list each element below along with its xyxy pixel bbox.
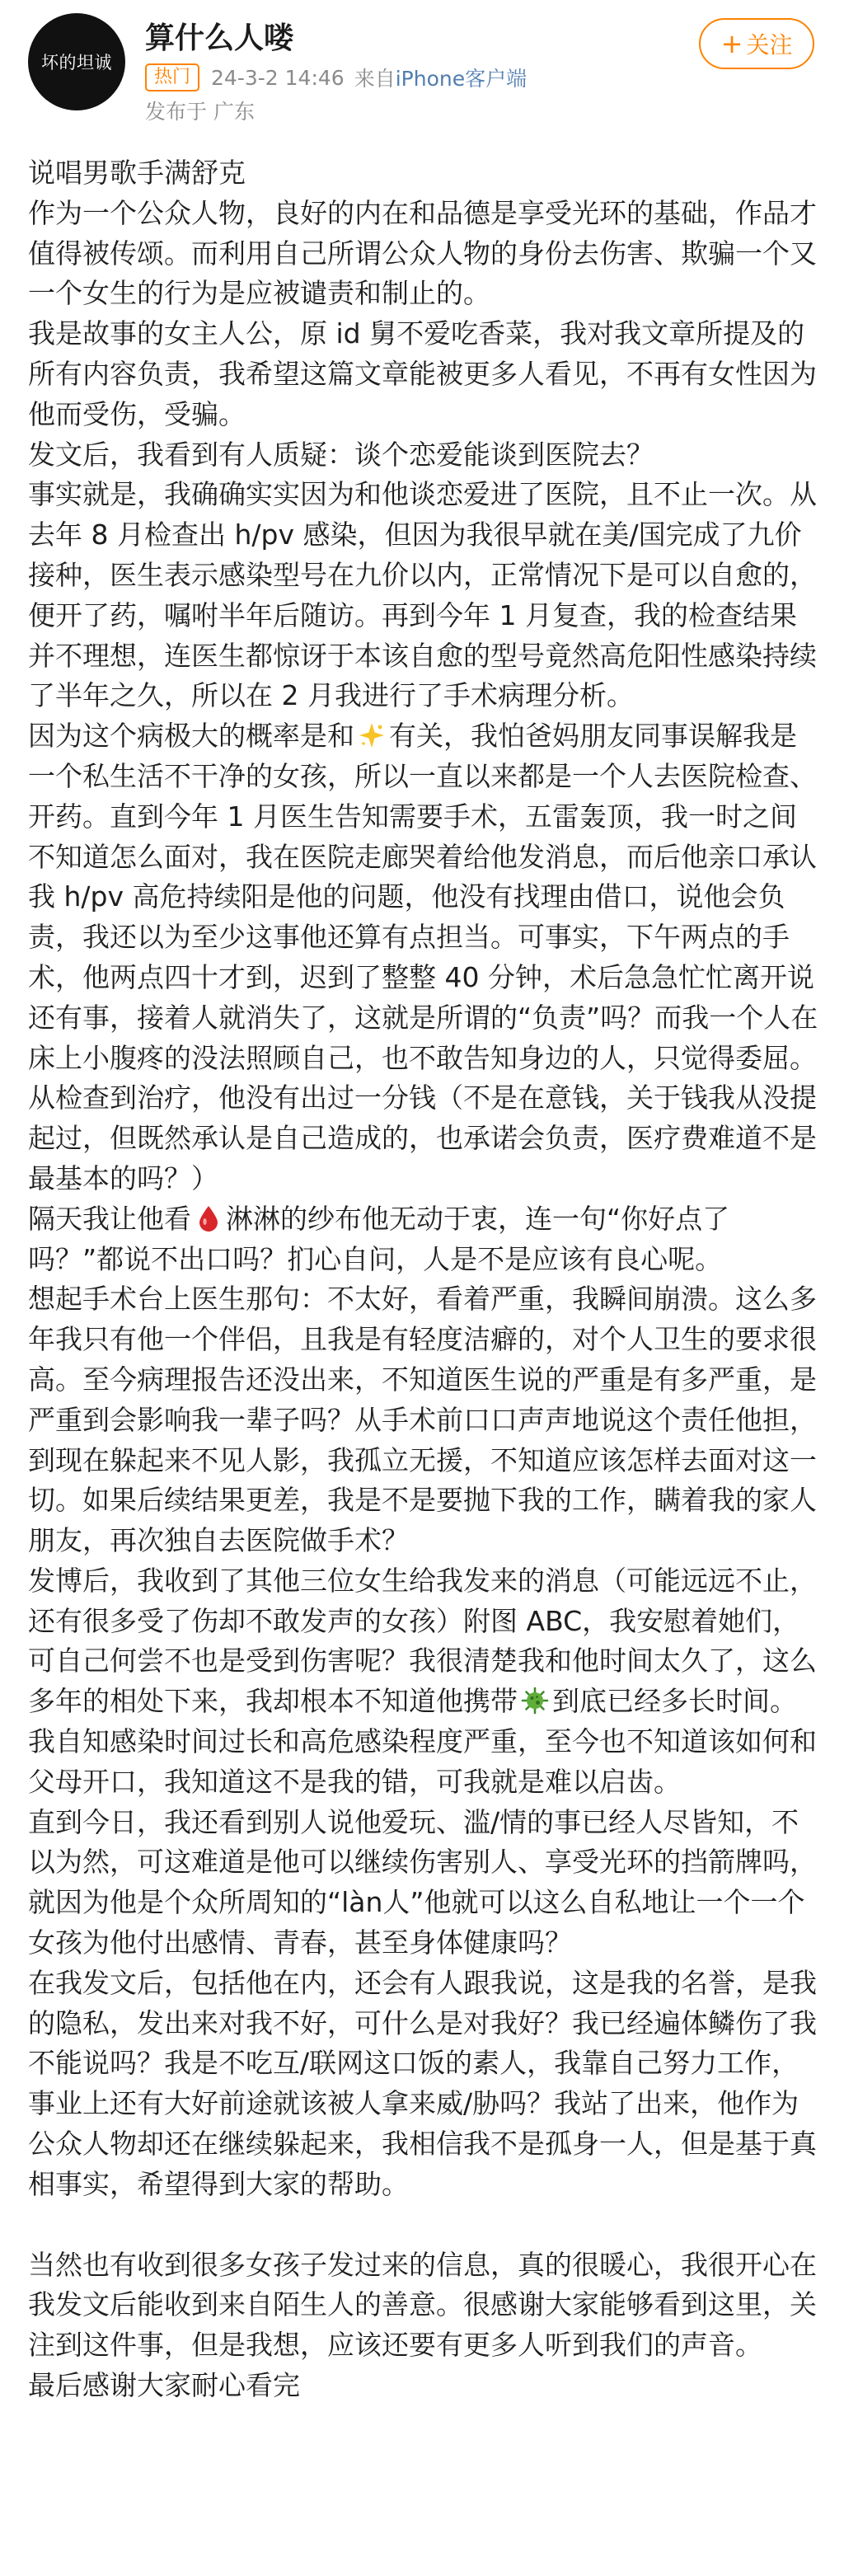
post-timestamp: 24-3-2 14:46 bbox=[211, 65, 345, 90]
paragraph-spacer bbox=[28, 2205, 819, 2245]
avatar[interactable] bbox=[28, 13, 125, 110]
blood-drop-emoji-icon bbox=[195, 1204, 223, 1232]
post-paragraph: 事实就是，我确确实实因为和他谈恋爱进了医院，且不止一次。从去年 8 月检查出 h/pv 感染，但因为我很早就在美/国完成了九价接种，医生表示感染型号在九价以内，正常情况下是可以自愈的，便开了药，嘱咐半年后随访。再到今年 1 月复查，我的检查结果并不理想，连医生都惊讶于本该自愈的型号竟然高危阳性感染持续了半年之久，所以在 2 月我进行了手术病理分析。 bbox=[28, 478, 817, 712]
post-paragraph: 直到今日，我还看到别人说他爱玩、滥/情的事已经人尽皆知，不以为然，可这难道是他可以继续伤害别人、享受光环的挡箭牌吗，就因为他是个众所周知的“làn人”他就可以这么自私地让一个一个女孩为他付出感情、青春，甚至身体健康吗？ bbox=[28, 1805, 817, 1959]
paragraph-text: 因为这个病极大的概率是和 bbox=[28, 720, 354, 753]
post-paragraph: 从检查到治疗，他没有出过一分钱（不是在意钱，关于钱我从没提起过，但既然承认是自己造成的，也承诺会负责，医疗费难道不是最基本的吗？） bbox=[28, 1082, 817, 1194]
virus-emoji-icon bbox=[521, 1687, 549, 1715]
post-paragraph bbox=[28, 1561, 819, 1722]
post-body bbox=[28, 153, 819, 2406]
paragraph-text: 淋淋的纱布他无动于衷，连一句“你好点了吗？”都说不出口吗？扪心自问，人是不是应该有良心呢。 bbox=[28, 1202, 730, 1275]
post-paragraph: 当然也有收到很多女孩子发过来的信息，真的很暖心，我很开心在我发文后能收到来自陌生人的善意。很感谢大家能够看到这里，关注到这件事，但是我想，应该还要有更多人听到我们的声音。 bbox=[28, 2248, 817, 2362]
plus-icon: + bbox=[720, 28, 743, 59]
avatar-text: 坏的坦诚 bbox=[41, 53, 112, 73]
paragraph-text: 有关，我怕爸妈朋友同事误解我是一个私生活不干净的女孩，所以一直以来都是一个人去医院检查、开药。直到今年 1 月医生告知需要手术，五雷轰顶，我一时之间不知道怎么面对，我在医院走廊哭着给他发消息，而后他亲口承认我 h/pv 高危持续阳是他的问题，他没有找理由借口，说他会负责，我还以为至少这事他还算有点担当。可事实，下午两点的手术，他两点四十才到，迟到了整整 40 分钟，术后急急忙忙离开说还有事，接着人就消失了，这就是所谓的“负责”吗？而我一个人在床上小腹疼的没法照顾自己，也不敢告知身边的人，只觉得委屈。 bbox=[28, 720, 818, 1074]
source-client-link[interactable]: iPhone客户端 bbox=[395, 67, 528, 91]
paragraph-text: 隔天我让他看 bbox=[28, 1202, 191, 1235]
post-paragraph: 在我发文后，包括他在内，还会有人跟我说，这是我的名誉，是我的隐私，发出来对我不好，可什么是对我好？我已经遍体鳞伤了我不能说吗？我是不吃互/联网这口饭的素人，我靠自己努力工作，事业上还有大好前途就该被人拿来威/胁吗？我站了出来，他作为公众人物却还在继续躲起来，我相信我不是孤身一人，但是基于真相事实，希望得到大家的帮助。 bbox=[28, 1966, 817, 2200]
sparkle-emoji-icon bbox=[358, 721, 386, 749]
post-paragraph: 我自知感染时间过长和高危感染程度严重，至今也不知道该如何和父母开口，我知道这不是我的错，可我就是难以启齿。 bbox=[28, 1725, 817, 1798]
post-paragraph bbox=[28, 1199, 819, 1280]
post-paragraph: 我是故事的女主人公，原 id 舅不爱吃香菜，我对我文章所提及的所有内容负责，我希望这篇文章能被更多人看见，不再有女性因为他而受伤，受骗。 bbox=[28, 317, 817, 430]
post-paragraph: 最后感谢大家耐心看完 bbox=[28, 2369, 300, 2402]
post-paragraph: 说唱男歌手满舒克 bbox=[28, 157, 246, 189]
username[interactable]: 算什么人喽 bbox=[145, 21, 294, 55]
follow-button-label: 关注 bbox=[746, 31, 793, 59]
post-header bbox=[0, 0, 844, 148]
source-prefix: 来自 bbox=[354, 67, 396, 91]
post-paragraph: 发文后，我看到有人质疑：谈个恋爱能谈到医院去？ bbox=[28, 438, 654, 471]
post-location: 发布于 广东 bbox=[145, 100, 255, 124]
post-paragraph bbox=[28, 716, 819, 1078]
hot-badge: 热门 bbox=[145, 63, 199, 91]
post-meta bbox=[145, 63, 527, 92]
paragraph-text: 到底已经多长时间。 bbox=[552, 1685, 797, 1718]
post-paragraph: 作为一个公众人物，良好的内在和品德是享受光环的基础，作品才值得被传颂。而利用自己所谓公众人物的身份去伤害、欺骗一个又一个女生的行为是应被谴责和制止的。 bbox=[28, 196, 817, 310]
paragraph-text: 发博后，我收到了其他三位女生给我发来的消息（可能远远不止，还有很多受了伤却不敢发声的女孩）附图 ABC，我安慰着她们，可自己何尝不也是受到伤害呢？我很清楚我和他时间太久了，这么多年的相处下来，我却根本不知道他携带 bbox=[28, 1564, 817, 1718]
follow-button[interactable] bbox=[699, 18, 814, 69]
post-paragraph: 想起手术台上医生那句：不太好，看着严重，我瞬间崩溃。这么多年我只有他一个伴侣，且我是有轻度洁癖的，对个人卫生的要求很高。至今病理报告还没出来，不知道医生说的严重是有多严重，是严重到会影响我一辈子吗？从手术前口口声声地说这个责任他担，到现在躲起来不见人影，我孤立无援，不知道应该怎样去面对这一切。如果后续结果更差，我是不是要抛下我的工作，瞒着我的家人朋友，再次独自去医院做手术？ bbox=[28, 1283, 817, 1557]
